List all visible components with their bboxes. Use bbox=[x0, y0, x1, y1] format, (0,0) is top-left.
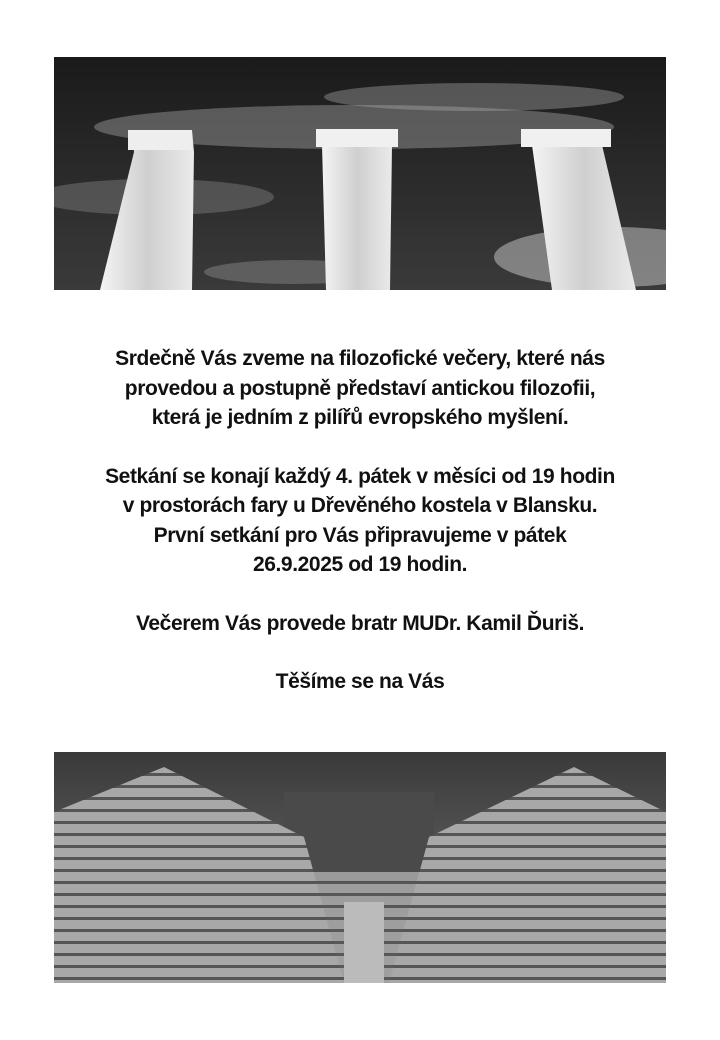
schedule-line: 26.9.2025 od 19 hodin. bbox=[252, 553, 468, 576]
schedule-line: v prostorách fary u Dřevěného kostela v Blansku. bbox=[122, 494, 598, 517]
guide-line: Večerem Vás provede bratr MUDr. Kamil Ďuriš. bbox=[135, 611, 585, 635]
invitation-text bbox=[40, 344, 680, 697]
schedule-line: Setkání se konají každý 4. pátek v měsíci od 19 hodin bbox=[105, 464, 615, 488]
invitation-line: provedou a postupně představí antickou filozofii, bbox=[124, 376, 596, 400]
schedule-line: První setkání pro Vás připravujeme v pátek bbox=[153, 523, 567, 547]
invitation-line: která je jedním z pilířů evropského myšlení. bbox=[151, 406, 569, 429]
columns-photo bbox=[54, 57, 666, 290]
amphitheatre-photo bbox=[54, 752, 666, 983]
invitation-line: Srdečně Vás zveme na filozofické večery, které nás bbox=[115, 347, 605, 370]
closing-line: Těšíme se na Vás bbox=[275, 670, 445, 693]
